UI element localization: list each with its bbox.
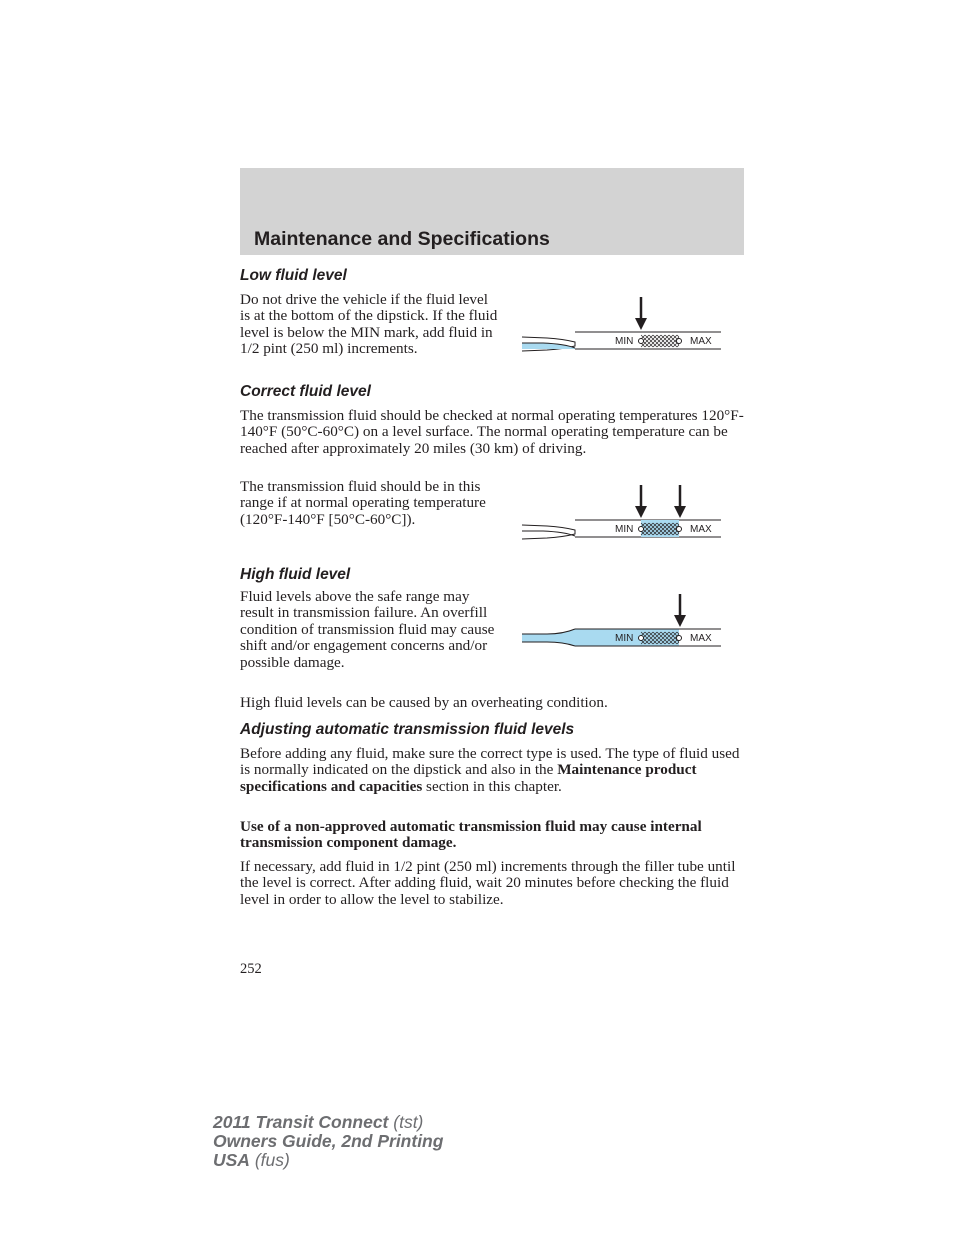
max-dot-mark	[677, 636, 682, 641]
min-level-arrow-icon	[635, 485, 647, 518]
adjusting-fluid-heading: Adjusting automatic transmission fluid levels	[240, 721, 575, 738]
adjusting-text-start: Before adding any fluid, make sure the correct type is used. The type of fluid used is normally indicated on the dipstick and also in the	[240, 745, 740, 779]
footer-market-code: (fus)	[249, 1150, 290, 1170]
page-title: Maintenance and Specifications	[254, 228, 550, 250]
level-arrow-icon	[635, 297, 647, 330]
footer-line-market	[213, 1151, 443, 1170]
footer-model-code: (tst)	[388, 1112, 424, 1132]
dipstick-low-diagram	[515, 295, 730, 360]
dipstick-correct-diagram	[515, 483, 730, 548]
correct-fluid-heading: Correct fluid level	[240, 383, 371, 400]
correct-fluid-text: The transmission fluid should be checked at normal operating temperatures 120°F-140°F (50°C-60°C) on a level surface. The normal operating temperature can be reached after approximately 20 miles (30 km) of driving.	[240, 407, 744, 457]
adjusting-fluid-text	[240, 746, 744, 795]
add-fluid-text: If necessary, add fluid in 1/2 pint (250 ml) increments through the filler tube until the level is correct. After adding fluid, wait 20 minutes before checking the fluid level in order to allow the level to stabilize.	[240, 858, 736, 908]
low-fluid-text: Do not drive the vehicle if the fluid level is at the bottom of the dipstick. If the fluid level is below the MIN mark, add fluid in 1/2 pint (250 ml) increments.	[240, 291, 498, 358]
correct-range-text: The transmission fluid should be in this range if at normal operating temperature (120°F-140°F [50°C-60°C]).	[240, 478, 486, 528]
max-level-arrow-icon	[674, 485, 686, 518]
min-label: MIN	[615, 633, 634, 644]
max-dot-mark	[677, 527, 682, 532]
max-label: MAX	[690, 336, 712, 347]
min-dot-mark	[639, 339, 644, 344]
adjusting-text-end: section in this chapter.	[422, 777, 562, 795]
footer-line-edition: Owners Guide, 2nd Printing	[213, 1131, 444, 1151]
min-label: MIN	[615, 336, 634, 347]
footer-model-name: 2011 Transit Connect	[213, 1112, 389, 1132]
dipstick-high-diagram	[515, 592, 730, 657]
min-dot-mark	[639, 636, 644, 641]
max-dot-mark	[677, 339, 682, 344]
footer-line-model	[213, 1113, 443, 1132]
high-fluid-text: Fluid levels above the safe range may result in transmission failure. An overfill condition of transmission fluid may cause shift and/or engagement concerns and/or possible damage.	[240, 588, 495, 671]
page-number: 252	[240, 961, 262, 977]
dipstick-crosshatch	[641, 335, 679, 347]
low-fluid-heading: Low fluid level	[240, 267, 347, 284]
high-fluid-heading: High fluid level	[240, 566, 351, 583]
document-footer	[213, 1113, 443, 1170]
max-label: MAX	[690, 633, 712, 644]
non-approved-fluid-warning: Use of a non-approved automatic transmission fluid may cause internal transmission component damage.	[240, 818, 702, 852]
footer-market-name: USA	[213, 1150, 250, 1170]
overheating-text: High fluid levels can be caused by an overheating condition.	[240, 694, 608, 711]
min-dot-mark	[639, 527, 644, 532]
max-label: MAX	[690, 524, 712, 535]
level-arrow-icon	[674, 594, 686, 627]
section-header-band	[240, 168, 744, 255]
min-label: MIN	[615, 524, 634, 535]
specifications-reference: Maintenance product specifications and capacities	[240, 761, 697, 795]
